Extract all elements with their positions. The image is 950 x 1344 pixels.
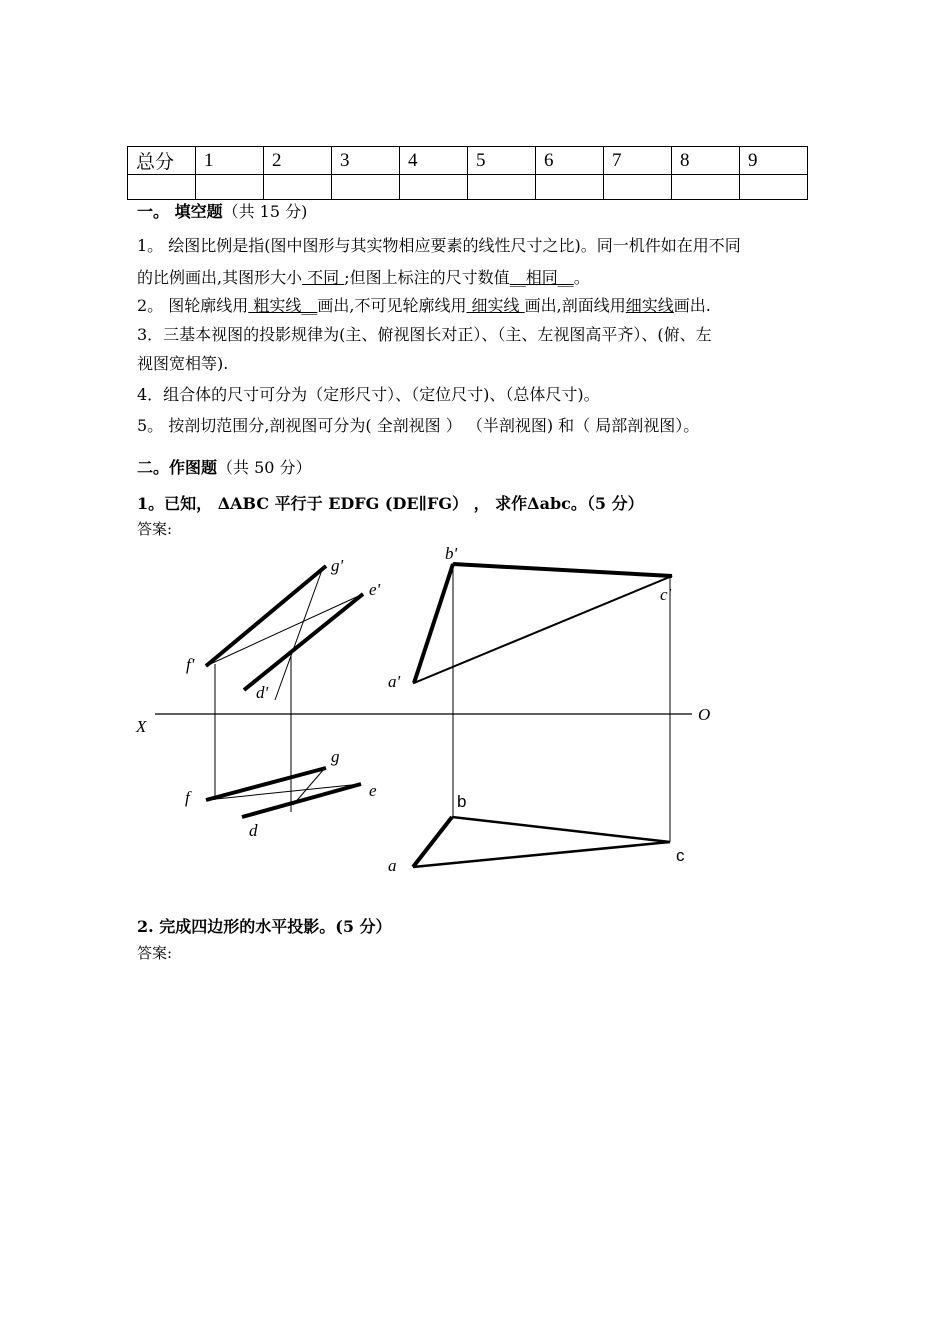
q2-answer-2: 细实线 — [466, 296, 525, 315]
line-f-prime-g-prime — [206, 566, 326, 666]
line-d-prime-e-prime — [244, 594, 363, 690]
q2-answer-1: 粗实线__ — [248, 296, 318, 315]
q2-text-g: 画出. — [673, 296, 711, 315]
s2-q2-answer-label: 答案: — [137, 944, 173, 962]
q1-text-e: 。 — [573, 268, 590, 287]
line-d-e — [242, 784, 361, 817]
s2-q1-title: 1。已知， ΔABC 平行于 EDFG (DE∥FG） ， 求作Δabc。（5 分） — [137, 494, 644, 513]
q3-line1: 3．三基本视图的投影规律为(主、俯视图长对正）、（主、左视图高平齐）、(俯、左 — [137, 325, 712, 344]
line-f-g — [206, 768, 326, 800]
label-a: a — [388, 856, 397, 875]
score-header-3: 3 — [332, 147, 400, 175]
section1-heading-title: 一。 填空题 — [137, 202, 223, 221]
label-e: e — [369, 781, 377, 800]
label-f: f — [185, 788, 190, 807]
score-header-9: 9 — [740, 147, 808, 175]
q5-line: 5。 按剖切范围分,剖视图可分为( 全剖视图 ） （半剖视图) 和（ 局部剖视图）。 — [137, 416, 700, 435]
q1-answer-1: 不同 — [302, 268, 345, 287]
edge-a-c — [413, 842, 670, 867]
q2-answer-3: 细实线 — [625, 296, 674, 315]
q1-text-c: ;但图上标注的尺寸数值 — [344, 268, 510, 287]
edge-b-c — [452, 817, 670, 842]
s2-q1-answer-label: 答案: — [137, 520, 173, 538]
label-b: b — [457, 792, 467, 811]
label-b-prime: b' — [445, 544, 458, 563]
score-header-8: 8 — [672, 147, 740, 175]
edge-b-prime-c-prime — [453, 564, 672, 576]
q2-text-c: 画出,不可见轮廓线用 — [317, 296, 467, 315]
edge-a-b — [413, 817, 452, 867]
score-header-2: 2 — [264, 147, 332, 175]
q4-line: 4．组合体的尺寸可分为（定形尺寸）、（定位尺寸)、（总体尺寸)。 — [137, 385, 600, 404]
label-d: d — [249, 821, 258, 840]
q2-text-e: 画出,剖面线用 — [524, 296, 626, 315]
s2-q2-title: 2. 完成四边形的水平投影。(5 分） — [137, 917, 392, 936]
label-c-prime: c' — [660, 585, 672, 604]
score-header-1: 1 — [196, 147, 264, 175]
edge-a-prime-b-prime — [414, 564, 453, 683]
score-header-5: 5 — [468, 147, 536, 175]
q2-text-a: 2。 图轮廓线用 — [137, 296, 249, 315]
q1-text-a: 的比例画出,其图形大小 — [137, 268, 303, 287]
label-d-prime: d' — [256, 683, 269, 702]
section2-heading-points: （共 50 分） — [217, 458, 312, 477]
score-header-6: 6 — [536, 147, 604, 175]
q3-line2: 视图宽相等). — [137, 354, 229, 373]
label-f-prime: f' — [186, 655, 195, 674]
score-header-total: 总分 — [128, 147, 196, 175]
score-header-7: 7 — [604, 147, 672, 175]
label-c: c — [676, 846, 685, 865]
section2-heading-title: 二。作图题 — [137, 458, 218, 477]
q1-answer-2: __相同__ — [509, 268, 574, 287]
label-g: g — [331, 747, 340, 766]
label-axis-o: O — [698, 705, 711, 724]
label-g-prime: g' — [331, 556, 344, 575]
q1-line1: 1。 绘图比例是指(图中图形与其实物相应要素的线性尺寸之比)。同一机件如在用不同 — [137, 236, 741, 255]
label-axis-x: X — [136, 717, 147, 736]
label-a-prime: a' — [388, 672, 401, 691]
score-header-4: 4 — [400, 147, 468, 175]
section1-heading-points: （共 15 分) — [222, 202, 308, 221]
label-e-prime: e' — [369, 580, 381, 599]
